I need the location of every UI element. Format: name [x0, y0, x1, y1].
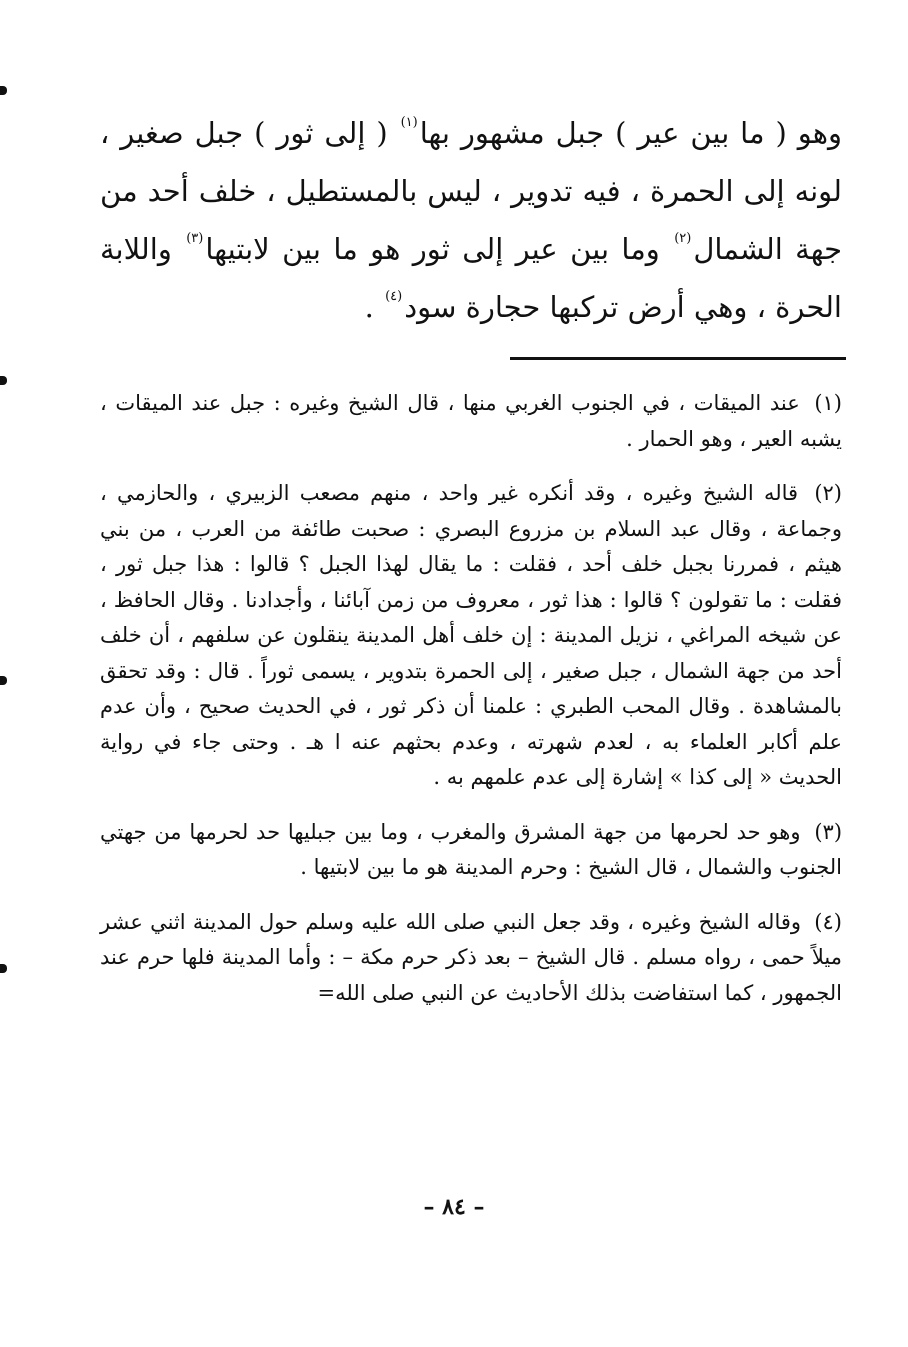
- footnotes: [100, 386, 842, 1030]
- main-text: [100, 104, 842, 336]
- footnote-reference: (١): [400, 115, 418, 130]
- footnote-separator: [510, 357, 846, 360]
- footnote: [100, 476, 842, 796]
- footnote-reference: (٢): [674, 231, 692, 246]
- footnote-reference: (٣): [186, 231, 204, 246]
- footnote: [100, 905, 842, 1012]
- footnote-text: عند الميقات ، في الجنوب الغربي منها ، قال الشيخ وغيره : جبل عند الميقات ، يشبه العير ، وهو الحمار .: [100, 391, 842, 451]
- footnote-text: وهو حد لحرمها من جهة المشرق والمغرب ، وما بين جبليها حد لحرمها من جهتي الجنوب والشمال ، قال الشيخ : وحرم المدينة هو ما بين لابتيها .: [100, 819, 842, 879]
- footnote-number: (٤): [814, 909, 842, 934]
- footnote-text: وقاله الشيخ وغيره ، وقد جعل النبي صلى الله عليه وسلم حول المدينة اثني عشر ميلاً حمى ، رواه مسلم . قال الشيخ – بعد ذكر حرم مكة – : وأما المدينة فلها حرم عند الجمهور ، كما استفاضت بذلك الأحاديث عن النبي صلى الله=: [100, 909, 842, 1005]
- scan-edge-mark: [0, 86, 7, 95]
- footnote-reference: (٤): [385, 289, 403, 304]
- main-text-segment: وهو ( ما بين عير ) جبل مشهور بها: [419, 116, 842, 150]
- scan-edge-mark: [0, 676, 7, 685]
- main-text-segment: واللابة الحرة ، وهي أرض تركبها حجارة سود: [100, 232, 842, 324]
- main-text-segment: .: [364, 290, 384, 324]
- main-text-segment: وما بين عير إلى ثور هو ما بين لابتيها: [205, 232, 673, 266]
- scan-edge-mark: [0, 376, 7, 385]
- footnote-text: قاله الشيخ وغيره ، وقد أنكره غير واحد ، منهم مصعب الزبيري ، والحازمي ، وجماعة ، وقال عبد السلام بن مزروع البصري : صحبت طائفة من العرب ، من بني هيثم ، فمررنا بجبل خلف أحد ، فقلت : ما يقال لهذا الجبل ؟ قالوا : هذا جبل ثور ، فقلت : ما تقولون ؟ قالوا : هذا ثور ، معروف من زمن آبائنا ، وأجدادنا . وقال الحافظ ، عن شيخه المراغي ، نزيل المدينة : إن خلف أهل المدينة ينقلون عن سلفهم ، أن خلف أحد من جهة الشمال ، جبل صغير ، إلى الحمرة بتدوير ، يسمى ثوراً . قال : وقد تحقق بالمشاهدة . وقال المحب الطبري : علمنا أن ذكر ثور ، في الحديث صحيح ، وأن عدم علم أكابر العلماء به ، لعدم شهرته ، وعدم بحثهم عنه ا هـ . وحتى جاء في رواية الحديث « إلى كذا » إشارة إلى عدم علمهم به .: [100, 481, 842, 789]
- footnote: [100, 386, 842, 457]
- page-number: – ٨٤ –: [423, 1194, 485, 1220]
- footnote-number: (١): [814, 391, 842, 415]
- footnote: [100, 815, 842, 886]
- scan-edge-mark: [0, 964, 7, 973]
- footnote-number: (٣): [814, 819, 843, 844]
- footnote-number: (٢): [814, 481, 842, 505]
- main-text-segment: ( إلى ثور ) جبل صغير ، لونه إلى الحمرة ، فيه تدوير ، ليس بالمستطيل ، خلف أحد من جهة الشمال: [100, 116, 842, 266]
